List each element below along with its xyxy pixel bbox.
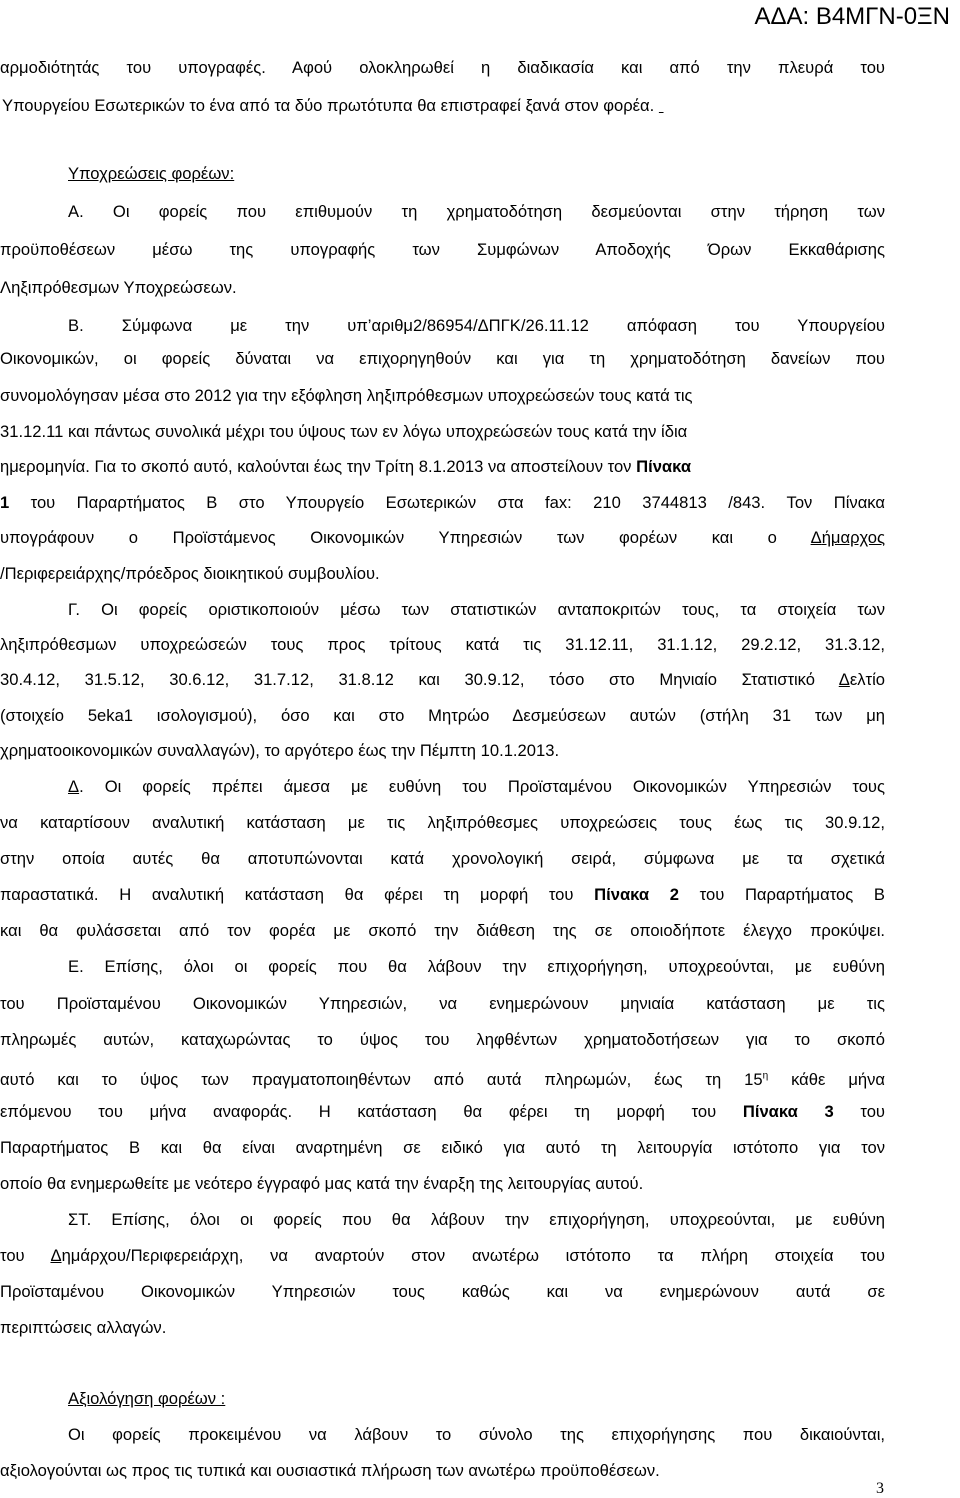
text-line: υπογράφουν ο Προϊστάμενος Οικονομικών Υπηρεσιών των φορέων και ο Δήμαρχος xyxy=(0,528,885,547)
text-line: Ληξιπρόθεσμων Υποχρεώσεων. xyxy=(0,278,237,297)
text-line: και θα φυλάσσεται από τον φορέα με σκοπό την διάθεση της σε οποιοδήποτε έλεγχο προκύψει. xyxy=(0,921,885,940)
text-line: ΣΤ. Επίσης, όλοι οι φορείς που θα λάβουν την επιχορήγηση, υποχρεούνται, με ευθύνη xyxy=(68,1210,885,1229)
ada-code: ΑΔΑ: Β4ΜΓΝ-0ΞΝ xyxy=(754,3,950,30)
text-line: προϋποθέσεων μέσω της υπογραφής των Συμφώνων Αποδοχής Όρων Εκκαθάρισης xyxy=(0,240,885,259)
text-line: αξιολογούνται ως προς τις τυπικά και ουσιαστικά πλήρωση των ανωτέρω προϋποθέσεων. xyxy=(0,1461,660,1480)
text-line: (στοιχείο 5eka1 ισολογισμού), όσο και στο Μητρώο Δεσμεύσεων αυτών (στήλη 31 των μη xyxy=(0,706,885,725)
text-line: στην οποία αυτές θα αποτυπώνονται κατά χρονολογική σειρά, σύμφωνα με τα σχετικά xyxy=(0,849,885,868)
section-heading: Αξιολόγηση φορέων : xyxy=(68,1389,226,1408)
text-line: Οι φορείς προκειμένου να λάβουν το σύνολο της επιχορήγησης που δικαιούνται, xyxy=(68,1425,885,1444)
text-line: 1 του Παραρτήματος Β στο Υπουργείο Εσωτερικών στα fax: 210 3744813 /843. Τον Πίνακα xyxy=(0,493,885,512)
text-line: Β. Σύμφωνα με την υπ’αριθμ2/86954/ΔΠΓΚ/26.11.12 απόφαση του Υπουργείου xyxy=(68,316,885,335)
text-line: Δ. Οι φορείς πρέπει άμεσα με ευθύνη του Προϊσταμένου Οικονομικών Υπηρεσιών τους xyxy=(68,777,885,796)
text-line: Υπουργείου Εσωτερικών το ένα από τα δύο πρωτότυπα θα επιστραφεί ξανά στον φορέα. xyxy=(2,96,655,115)
text-line: ληξιπρόθεσμων υποχρεώσεών τους προς τρίτους κατά τις 31.12.11, 31.1.12, 29.2.12, 31.3.12, xyxy=(0,635,885,654)
text-line: χρηματοοικονομικών συναλλαγών), το αργότερο έως την Πέμπτη 10.1.2013. xyxy=(0,741,560,760)
text-line: Οικονομικών, οι φορείς δύναται να επιχορηγηθούν και για τη χρηματοδότηση δανείων που xyxy=(0,349,885,368)
text-line: του Δημάρχου/Περιφερειάρχη, να αναρτούν στον ανωτέρω ιστότοπο τα πλήρη στοιχεία του xyxy=(0,1246,885,1265)
text-line: 31.12.11 και πάντως συνολικά μέχρι του ύψους των εν λόγω υποχρεώσεών τους κατά την ίδια xyxy=(0,422,688,441)
text-line: περιπτώσεις αλλαγών. xyxy=(0,1318,167,1337)
text-line: επόμενου του μήνα αναφοράς. Η κατάσταση θα φέρει τη μορφή του Πίνακα 3 του xyxy=(0,1102,886,1121)
text-line: Γ. Οι φορείς οριστικοποιούν μέσω των στατιστικών ανταποκριτών τους, τα στοιχεία των xyxy=(68,600,885,619)
text-line: οποίο θα ενημερωθείτε με νεότερο έγγραφό μας κατά την έναρξη της λειτουργίας αυτού. xyxy=(0,1174,644,1193)
text-line: του Προϊσταμένου Οικονομικών Υπηρεσιών, να ενημερώνουν μηνιαία κατάσταση με τις xyxy=(0,994,885,1013)
section-heading: Υποχρεώσεις φορέων: xyxy=(68,164,235,183)
text-line: συνομολόγησαν μέσα στο 2012 για την εξόφληση ληξιπρόθεσμων υποχρεώσεών τους κατά τις xyxy=(0,386,693,405)
text-line: Παραρτήματος Β και θα είναι αναρτημένη σε ειδικό για αυτό τη λειτουργία ιστότοπο για τον xyxy=(0,1138,885,1157)
text-line: Α. Οι φορείς που επιθυμούν τη χρηματοδότηση δεσμεύονται στην τήρηση των xyxy=(68,202,885,221)
text-line: να καταρτίσουν αναλυτική κατάσταση με τις ληξιπρόθεσμες υποχρεώσεις τους έως τις 30.9.12, xyxy=(0,813,885,832)
text-line: παραστατικά. Η αναλυτική κατάσταση θα φέρει τη μορφή του Πίνακα 2 του Παραρτήματος Β xyxy=(0,885,885,904)
text-line: Ε. Επίσης, όλοι οι φορείς που θα λάβουν την επιχορήγηση, υποχρεούνται, με ευθύνη xyxy=(68,957,885,976)
text-line: αυτό και το ύψος των πραγματοποιηθέντων από αυτά πληρωμών, έως τη $15^\eta$ κάθε μήνα xyxy=(0,1069,885,1089)
text-line: ημερομηνία. Για το σκοπό αυτό, καλούνται έως την Τρίτη 8.1.2013 να αποστείλουν τον Πίνακα xyxy=(0,457,692,476)
text-line: /Περιφερειάρχης/πρόεδρος διοικητικού συμβουλίου. xyxy=(0,564,380,583)
page-number: 3 xyxy=(876,1480,884,1497)
text-line: Προϊσταμένου Οικονομικών Υπηρεσιών τους καθώς και να ενημερώνουν αυτά σε xyxy=(0,1282,885,1301)
text-line: 30.4.12, 31.5.12, 30.6.12, 31.7.12, 31.8.12 και 30.9.12, τόσο στο Μηνιαίο Στατιστικό Δελτίο xyxy=(0,670,885,689)
text-line: πληρωμές αυτών, καταχωρώντας το ύψος του ληφθέντων χρηματοδοτήσεων για το σκοπό xyxy=(0,1030,885,1049)
text-line: αρμοδιότητάς του υπογραφές. Αφού ολοκληρωθεί η διαδικασία και από την πλευρά του xyxy=(0,58,885,77)
